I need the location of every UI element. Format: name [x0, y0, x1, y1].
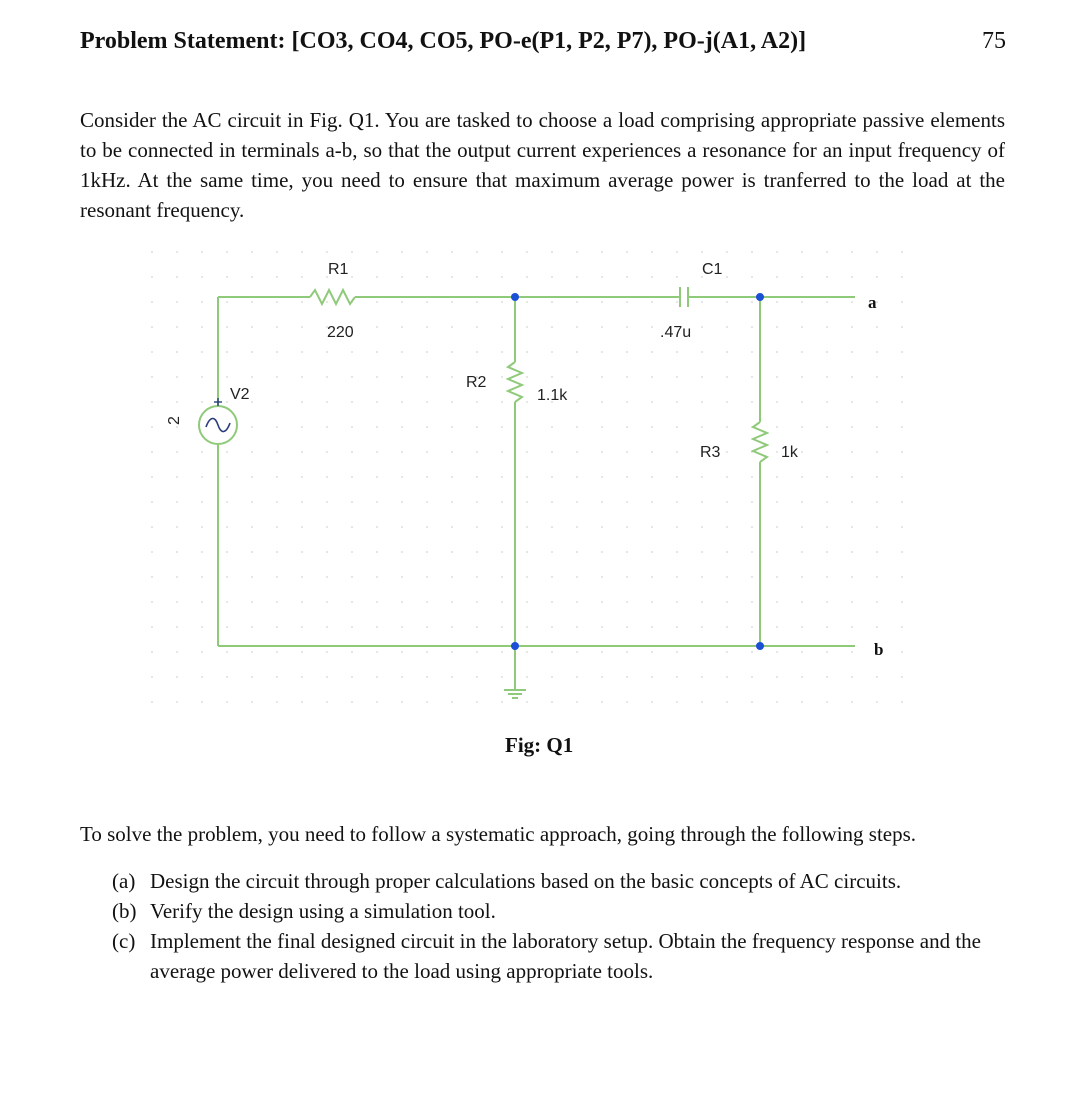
- node-top-r2: [511, 293, 519, 301]
- c1-value: .47u: [660, 324, 692, 341]
- marks-label: 75: [982, 28, 1006, 54]
- step-label: (c): [112, 929, 136, 953]
- problem-description: Consider the AC circuit in Fig. Q1. You are tasked to choose a load comprising appropriate passive elements to be connected in terminals a-b, so that the output current experiences a resonance for an input frequency of 1kHz. At the same time, you need to ensure that maximum average power is tranferred to the load at the resonant frequency.: [80, 108, 1005, 222]
- source-label: V2: [230, 386, 250, 403]
- terminal-b-label: b: [874, 640, 884, 659]
- c1-label: C1: [702, 261, 723, 278]
- r3-value: 1k: [781, 444, 798, 461]
- grid-background: [150, 250, 920, 720]
- terminal-a-label: a: [868, 293, 877, 312]
- r2-value: 1.1k: [537, 387, 568, 404]
- step-text: Design the circuit through proper calculations based on the basic concepts of AC circuits.: [150, 869, 902, 893]
- r3-label: R3: [700, 444, 721, 461]
- step-label: (b): [112, 899, 137, 923]
- step-label: (a): [112, 869, 136, 893]
- step-item: [112, 896, 1012, 926]
- step-item: [112, 926, 1012, 986]
- circuit-figure: [150, 250, 920, 720]
- r2-label: R2: [466, 374, 487, 391]
- steps-list: [112, 866, 1012, 986]
- step-text: Verify the design using a simulation tool.: [150, 899, 496, 923]
- steps-intro: To solve the problem, you need to follow a systematic approach, going through the following steps.: [80, 822, 917, 846]
- step-text: Implement the final designed circuit in the laboratory setup. Obtain the frequency response and the average power delivered to the load using appropriate tools.: [150, 929, 981, 983]
- step-item: [112, 866, 1012, 896]
- node-bottom-r2: [511, 642, 519, 650]
- r1-value: 220: [327, 324, 354, 341]
- node-top-r3: [756, 293, 764, 301]
- source-value: 2: [166, 416, 183, 425]
- figure-caption: Fig: Q1: [505, 733, 574, 757]
- node-bottom-r3: [756, 642, 764, 650]
- r1-label: R1: [328, 261, 349, 278]
- problem-statement-heading: Problem Statement: [CO3, CO4, CO5, PO-e(P1, P2, P7), PO-j(A1, A2)]: [80, 28, 807, 54]
